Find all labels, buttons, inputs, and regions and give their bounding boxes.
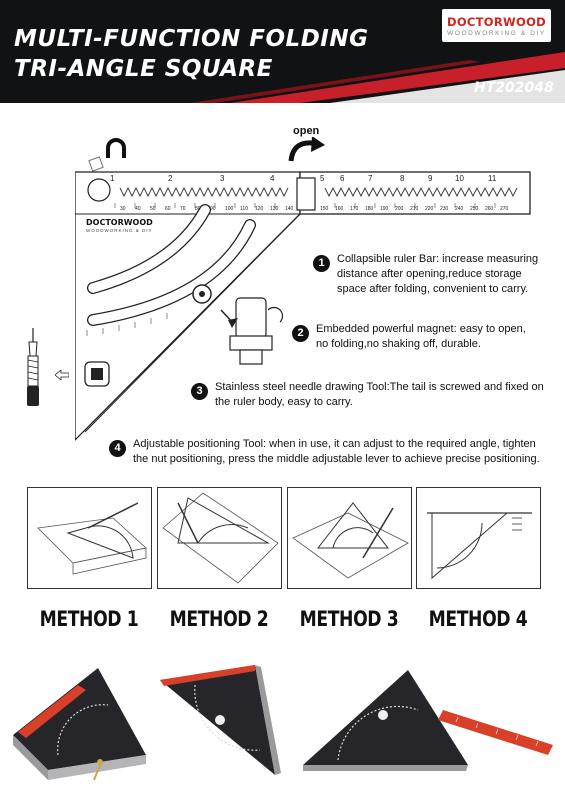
ruler-inch-numbers: 1 2 3 4 5 6 7 8 9 10 11 [110, 174, 497, 183]
method-3-illustration [287, 487, 412, 589]
magnet-icon [104, 138, 130, 160]
feature-3-number: 3 [191, 383, 208, 400]
brand-logo [442, 9, 551, 42]
rotate-arrow-icon [285, 137, 330, 165]
method-4-illustration [416, 487, 541, 589]
brand-tagline: WOODWORKING & DIY [447, 30, 546, 37]
title-line-1: MULTI-FUNCTION FOLDING [14, 26, 369, 52]
brand-name: DOCTORWOOD [446, 15, 547, 29]
method-3-label: METHOD 3 [299, 607, 399, 631]
method-1-label: METHOD 1 [39, 607, 139, 631]
header-banner [0, 0, 565, 103]
product-photo-1 [8, 660, 153, 785]
ruler-brand: DOCTORWOOD [86, 218, 153, 227]
feature-1-number: 1 [313, 255, 330, 272]
method-2-illustration [157, 487, 282, 589]
ruler-mm-numbers: 30 40 50 60 70 80 90 100 110 120 130 140 150 160 170 180 190 200 210 220 230 240 250 260 270 [120, 206, 509, 212]
method-1-illustration [27, 487, 152, 589]
feature-2-number: 2 [292, 325, 309, 342]
method-4-label: METHOD 4 [428, 607, 528, 631]
method-2-label: METHOD 2 [169, 607, 269, 631]
title-line-2: TRI-ANGLE SQUARE [14, 56, 273, 82]
product-photo-3 [298, 655, 560, 785]
feature-2-text: Embedded powerful magnet: easy to open, no folding,no shaking off, durable. [316, 323, 526, 350]
magnet-detail-sketch [218, 290, 293, 370]
model-number: HT202048 [474, 80, 554, 96]
product-photo-2 [155, 655, 290, 785]
needle-tool-icon [22, 328, 44, 410]
feature-4-number: 4 [109, 440, 126, 457]
arrow-left-icon [55, 370, 69, 380]
open-label: open [293, 125, 320, 137]
feature-3-text: Stainless steel needle drawing Tool:The tail is screwed and fixed on the ruler body, easy to carry. [215, 381, 544, 408]
feature-4-text: Adjustable positioning Tool: when in use, it can adjust to the required angle, tighten the nut positioning, press the middle adjustable lever to achieve precise positioning. [133, 438, 540, 465]
ruler-tagline: WOODWORKING & DIY [86, 228, 153, 233]
feature-1-text: Collapsible ruler Bar: increase measuring distance after opening,reduce storage space after folding, convenient to carry. [337, 253, 539, 295]
